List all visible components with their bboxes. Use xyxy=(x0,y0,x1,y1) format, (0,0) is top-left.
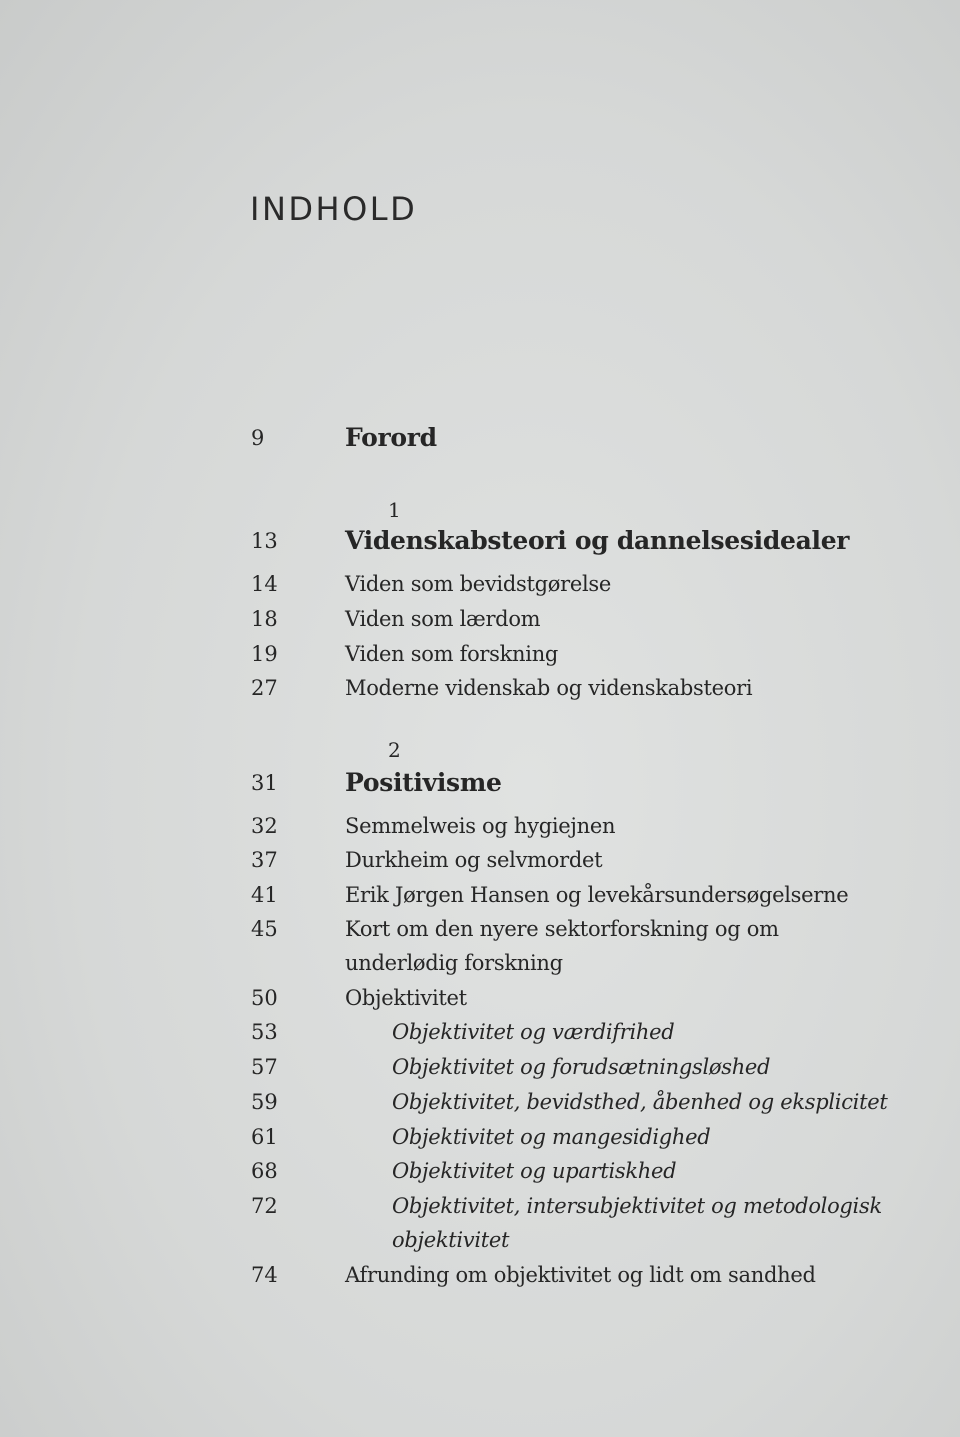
toc-entry-title: Objektivitet, intersubjektivitet og metodologisk xyxy=(392,1194,882,1218)
toc-entry xyxy=(0,946,960,980)
toc-entry xyxy=(0,671,960,705)
toc-page-number: 68 xyxy=(251,1159,278,1183)
toc-entry-title: Objektivitet og forudsætningsløshed xyxy=(392,1055,771,1079)
toc-page-number: 18 xyxy=(251,607,278,631)
toc-entry-title: Objektivitet xyxy=(345,986,467,1010)
toc-entry xyxy=(0,1050,960,1084)
toc-entry xyxy=(0,567,960,601)
chapter-number xyxy=(0,735,960,769)
toc-entry xyxy=(0,766,960,800)
toc-entry-title: Objektivitet, bevidsthed, åbenhed og eksplicitet xyxy=(392,1090,888,1114)
toc-entry xyxy=(0,843,960,877)
toc-entry xyxy=(0,981,960,1015)
toc-page-number: 57 xyxy=(251,1055,278,1079)
toc-entry-title: objektivitet xyxy=(392,1228,510,1252)
toc-entry-title: Kort om den nyere sektorforskning og om xyxy=(345,917,779,941)
toc-page-number: 27 xyxy=(251,676,278,700)
toc-entry xyxy=(0,1189,960,1223)
toc-entry xyxy=(0,1085,960,1119)
toc-entry xyxy=(0,637,960,671)
toc-entry-title: Positivisme xyxy=(345,768,502,797)
chapter-number-label: 2 xyxy=(388,738,401,762)
toc-page-number: 41 xyxy=(251,883,278,907)
toc-entry-title: Viden som bevidstgørelse xyxy=(345,572,611,596)
toc-entry-title: Erik Jørgen Hansen og levekårsundersøgelserne xyxy=(345,883,849,907)
toc-page-number: 74 xyxy=(251,1263,278,1287)
toc-entry xyxy=(0,1015,960,1049)
toc-entry xyxy=(0,809,960,843)
toc-entry-title: Videnskabsteori og dannelsesidealer xyxy=(345,526,850,555)
toc-page-number: 61 xyxy=(251,1125,278,1149)
toc-entry-title: underlødig forskning xyxy=(345,951,563,975)
toc-page-number: 72 xyxy=(251,1194,278,1218)
toc-entry xyxy=(0,1258,960,1292)
toc-entry xyxy=(0,1223,960,1257)
toc-entry xyxy=(0,1120,960,1154)
toc-entry-title: Semmelweis og hygiejnen xyxy=(345,814,616,838)
toc-entry xyxy=(0,602,960,636)
toc-entry-title: Viden som forskning xyxy=(345,642,559,666)
toc-entry xyxy=(0,524,960,558)
toc-page-number: 50 xyxy=(251,986,278,1010)
toc-entry-title: Objektivitet og upartiskhed xyxy=(392,1159,677,1183)
chapter-number-label: 1 xyxy=(388,498,401,522)
toc-entry-title: Afrunding om objektivitet og lidt om sandhed xyxy=(345,1263,816,1287)
toc-page-number: 19 xyxy=(251,642,278,666)
toc-entry-title: Viden som lærdom xyxy=(345,607,541,631)
toc-page-number: 59 xyxy=(251,1090,278,1114)
toc-entry-title: Moderne videnskab og videnskabsteori xyxy=(345,676,753,700)
toc-page-number: 13 xyxy=(251,529,278,553)
toc-page-number: 14 xyxy=(251,572,278,596)
toc-entry-title: Durkheim og selvmordet xyxy=(345,848,603,872)
toc-page-number: 45 xyxy=(251,917,278,941)
toc-entry xyxy=(0,421,960,455)
toc-page-number: 9 xyxy=(251,426,265,450)
toc-entry-title: Objektivitet og værdifrihed xyxy=(392,1020,675,1044)
toc-entry-title: Objektivitet og mangesidighed xyxy=(392,1125,711,1149)
toc-entry-title: Forord xyxy=(345,423,437,452)
toc-entry xyxy=(0,912,960,946)
toc-page-number: 31 xyxy=(251,771,278,795)
toc-page-number: 53 xyxy=(251,1020,278,1044)
toc-entry xyxy=(0,878,960,912)
toc-page-number: 32 xyxy=(251,814,278,838)
page-title: INDHOLD xyxy=(250,190,418,228)
toc-page-number: 37 xyxy=(251,848,278,872)
toc-entry xyxy=(0,1154,960,1188)
